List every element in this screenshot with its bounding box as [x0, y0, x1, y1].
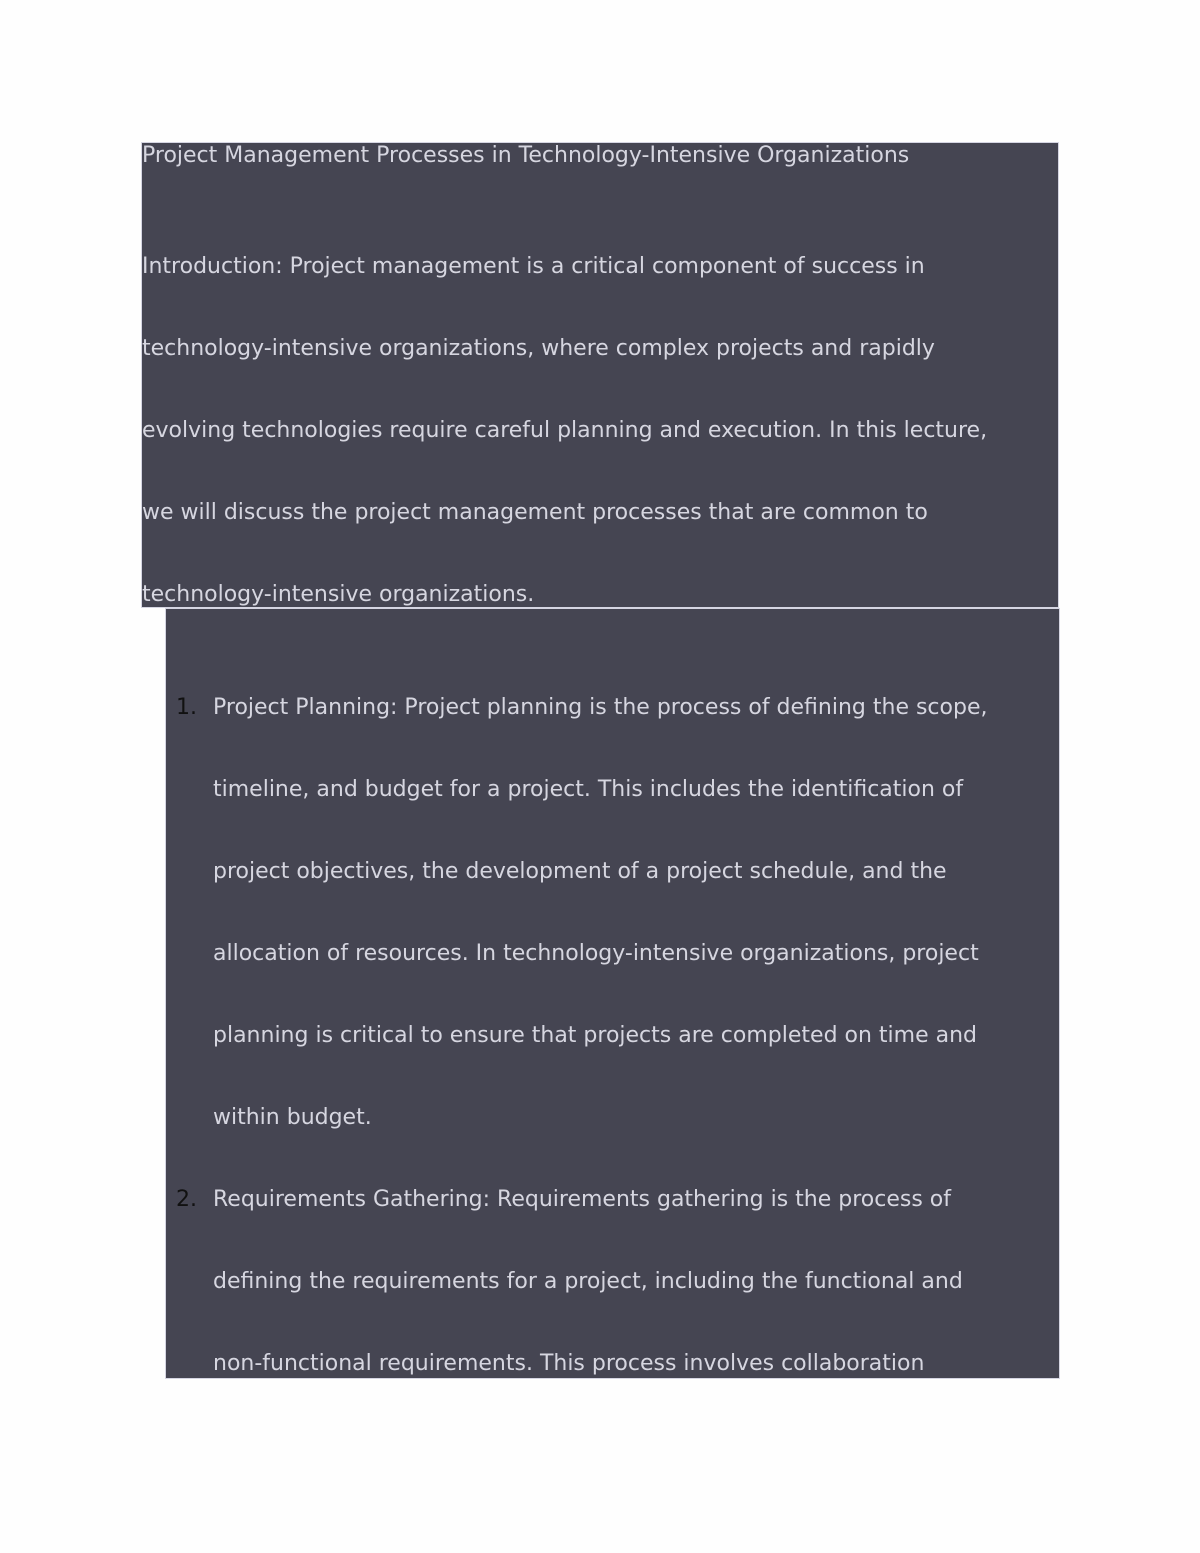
intro-line: technology-intensive organizations.	[142, 582, 535, 607]
list-item-number: 1.	[176, 695, 197, 720]
list-item-line: project objectives, the development of a project schedule, and the	[213, 859, 947, 884]
list-item-line: within budget.	[213, 1105, 372, 1130]
intro-line: we will discuss the project management processes that are common to	[142, 500, 928, 525]
list-item-line: planning is critical to ensure that projects are completed on time and	[213, 1023, 978, 1048]
document-title: Project Management Processes in Technology-Intensive Organizations	[142, 143, 910, 168]
list-item-line: allocation of resources. In technology-intensive organizations, project	[213, 941, 979, 966]
intro-line: Introduction: Project management is a critical component of success in	[142, 254, 925, 279]
list-item-line: Requirements Gathering: Requirements gathering is the process of	[213, 1187, 951, 1212]
spacer-highlight-block	[165, 608, 1060, 694]
intro-line: technology-intensive organizations, where complex projects and rapidly	[142, 336, 935, 361]
list-item-number: 2.	[176, 1187, 197, 1212]
list-item-line: non-functional requirements. This process involves collaboration	[213, 1351, 925, 1376]
list-item-line: timeline, and budget for a project. This includes the identification of	[213, 777, 964, 802]
intro-highlight-block	[141, 142, 1059, 608]
list-item-line: defining the requirements for a project, including the functional and	[213, 1269, 963, 1294]
intro-line: evolving technologies require careful planning and execution. In this lecture,	[142, 418, 988, 443]
list-item-line: Project Planning: Project planning is the process of defining the scope,	[213, 695, 988, 720]
